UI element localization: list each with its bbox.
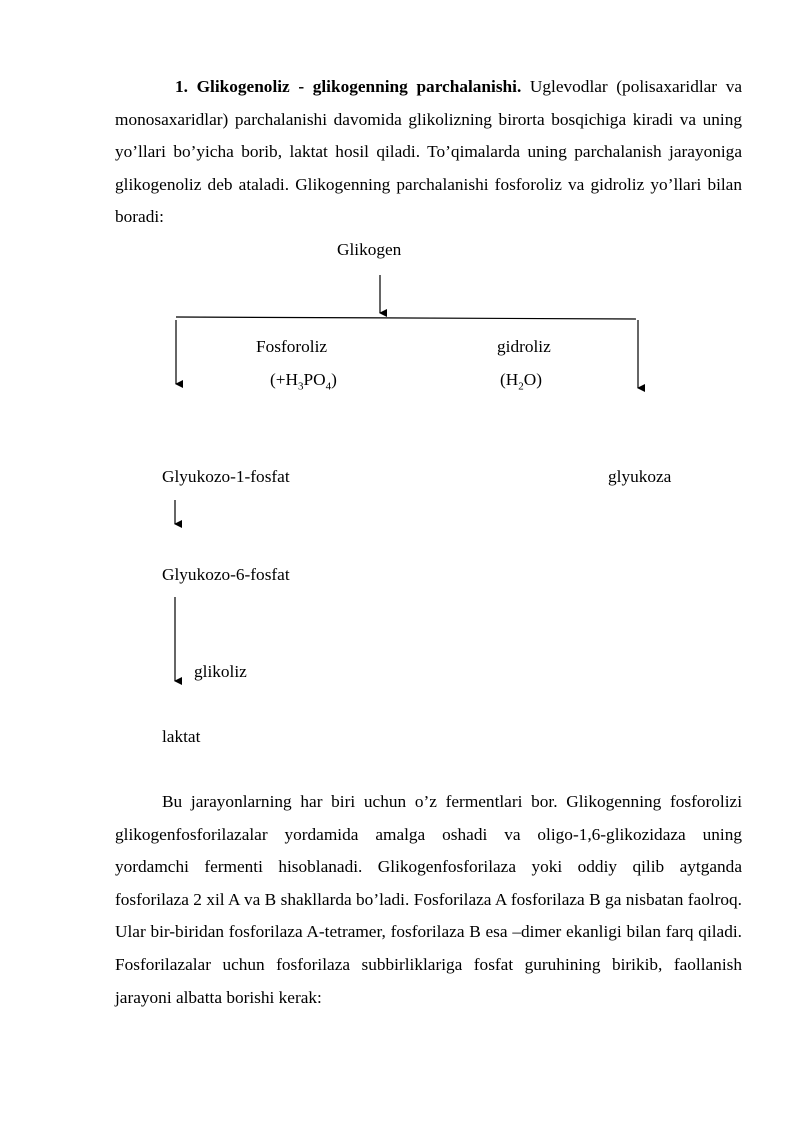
branch-bar [176,317,636,319]
intro-paragraph [115,71,742,234]
section-heading: 1. Glikogenoliz - glikogenning parchalanishi. [175,77,522,96]
glikoliz-label: glikoliz [194,662,247,681]
reagent-water: $(H_2O)$ [500,370,542,393]
glyukozo-6-fosfat-label: Glyukozo-6-fosfat [162,565,290,584]
fosforoliz-label: Fosforoliz [256,337,328,356]
reagent-phosphoric-acid: $(+H_3PO_4)$ [270,370,337,393]
enzymes-paragraph [115,786,742,1014]
gidroliz-label: gidroliz [497,337,551,356]
intro-text: Uglevodlar (polisaxaridlar va monosaxaridlar) parchalanishi davomida glikolizning birorta bosqichiga kiradi va uning yo’llari bo’yicha borib, laktat hosil qiladi. To’qimalarda uning parchalanish jarayoniga glikogenoliz deb ataladi. Glikogenning parchalanishi fosforoliz va gidroliz yo’llari bilan boradi: [115,77,743,227]
enzymes-text: Bu jarayonlarning har biri uchun o’z fermentlari bor. Glikogenning fosforolizi glikogenfosforilazalar yordamida amalga oshadi va oligo-1,6-glikozidaza uning yordamchi fermenti hisoblanadi. Glikogenfosforilaza yoki oddiy qilib aytganda fosforilaza 2 xil A va B shakllarda bo’ladi. Fosforilaza A fosforilaza B ga nisbatan faolroq. Ular bir-biridan fosforilaza A-tetramer, fosforilaza B esa –dimer ekanligi bilan farq qiladi. Fosforilazalar uchun fosforilaza subbirliklariga fosfat guruhining birikib, faollanish jarayoni albatta borishi kerak: [115,792,742,1007]
glikogen-label: Glikogen [337,240,402,259]
glyukoza-label: glyukoza [608,467,672,486]
laktat-label: laktat [162,727,201,746]
glyukozo-1-fosfat-label: Glyukozo-1-fosfat [162,467,290,486]
